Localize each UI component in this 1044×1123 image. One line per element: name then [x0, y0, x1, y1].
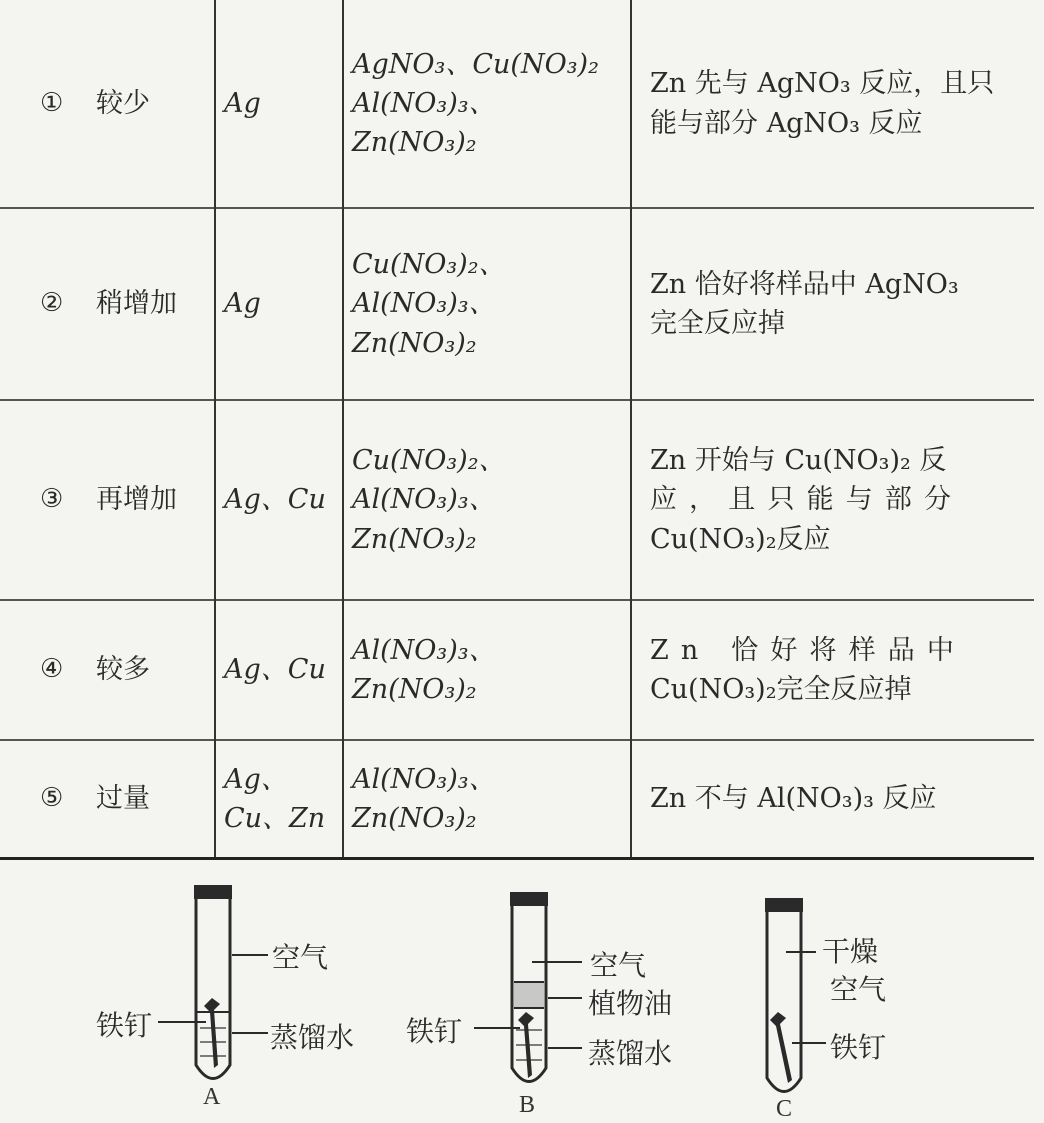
note-line: 完全反应掉 — [650, 308, 785, 339]
zn-amount: 再增加 — [86, 400, 215, 600]
solid-product: Ag — [215, 0, 343, 208]
tube-letter-a: A — [203, 1084, 221, 1110]
note-line: Zn 开始与 Cu(NO₃)₂ 反 — [650, 445, 947, 477]
solute-line: Zn(NO₃)₂ — [352, 523, 477, 555]
analysis-note — [631, 0, 1034, 208]
solid-product: Ag — [215, 208, 343, 400]
solid-product: Ag、Cu — [215, 600, 343, 740]
row-number: ② — [0, 208, 86, 400]
note-line: Zn 先与 AgNO₃ 反应，且只 — [650, 68, 995, 100]
solute-line: Zn(NO₃)₂ — [352, 327, 477, 359]
label-nail-b: 铁钉 — [406, 1015, 463, 1048]
solute-line: Al(NO₃)₃、 — [352, 634, 496, 666]
row-number: ④ — [0, 600, 86, 740]
solute-line: Al(NO₃)₃、 — [352, 87, 496, 119]
table-row — [0, 0, 1034, 208]
solute-line: Al(NO₃)₃、 — [352, 763, 496, 795]
tube-c — [765, 898, 826, 1092]
solid-line: Cu、Zn — [224, 802, 326, 834]
tube-a — [158, 885, 268, 1079]
solute-line: Cu(NO₃)₂、 — [352, 249, 506, 281]
zn-amount: 过量 — [86, 740, 215, 858]
analysis-note — [631, 208, 1034, 400]
note-line: Zn 不与 Al(NO₃)₃ 反应 — [650, 783, 937, 815]
solute-line: AgNO₃、Cu(NO₃)₂ — [352, 48, 599, 80]
note-line: Cu(NO₃)₂完全反应掉 — [650, 674, 912, 705]
solute-line: Zn(NO₃)₂ — [352, 802, 477, 834]
row-number: ③ — [0, 400, 86, 600]
label-dry-c: 干燥 — [822, 935, 879, 968]
label-air-b: 空气 — [590, 949, 647, 982]
label-nail-a: 铁钉 — [96, 1009, 153, 1042]
label-nail-c: 铁钉 — [830, 1031, 887, 1064]
solute-line: Cu(NO₃)₂、 — [352, 445, 506, 477]
analysis-note — [631, 600, 1034, 740]
tube-b — [474, 892, 582, 1082]
table-row — [0, 740, 1034, 858]
solid-product — [215, 740, 343, 858]
label-water-b: 蒸馏水 — [588, 1037, 673, 1070]
label-air-c: 空气 — [830, 973, 887, 1006]
solute-line: Al(NO₃)₃、 — [352, 484, 496, 516]
label-air-a: 空气 — [272, 941, 329, 974]
note-line: Zn 恰好将样品中 AgNO₃ — [650, 268, 959, 300]
solution-solute — [343, 400, 631, 600]
stopper-c — [765, 898, 803, 912]
table-row — [0, 208, 1034, 400]
solute-line: Zn(NO₃)₂ — [352, 674, 477, 705]
solution-solute — [343, 740, 631, 858]
tube-letter-b: B — [519, 1092, 536, 1118]
note-line: 能与部分 AgNO₃ 反应 — [650, 107, 923, 139]
table-row — [0, 600, 1034, 740]
solution-solute — [343, 0, 631, 208]
zn-amount: 稍增加 — [86, 208, 215, 400]
tube-letter-c: C — [776, 1096, 793, 1122]
analysis-note — [631, 740, 1034, 858]
note-line: Zn 恰好将样品中 — [650, 634, 967, 666]
zn-amount: 较多 — [86, 600, 215, 740]
nail-c — [770, 1012, 792, 1083]
note-line: 应，且只能与部分 — [650, 484, 964, 516]
rust-experiment-diagram — [0, 870, 1044, 1122]
solution-solute — [343, 208, 631, 400]
note-line: Cu(NO₃)₂反应 — [650, 523, 831, 555]
zn-amount: 较少 — [96, 87, 150, 119]
tubes-drawing — [0, 870, 1044, 1115]
solute-line: Zn(NO₃)₂ — [352, 127, 477, 159]
row-number: ⑤ — [0, 740, 86, 858]
label-oil-b: 植物油 — [588, 987, 673, 1020]
stopper-b — [510, 892, 548, 906]
stopper-a — [194, 885, 232, 899]
row-number: ① — [40, 87, 64, 118]
analysis-note — [631, 400, 1034, 600]
solute-line: Al(NO₃)₃、 — [352, 288, 496, 320]
table-row — [0, 400, 1034, 600]
label-water-a: 蒸馏水 — [270, 1021, 355, 1054]
solution-solute — [343, 600, 631, 740]
nail-a — [204, 998, 220, 1068]
solid-product: Ag、Cu — [215, 400, 343, 600]
solid-line: Ag、 — [224, 763, 288, 795]
